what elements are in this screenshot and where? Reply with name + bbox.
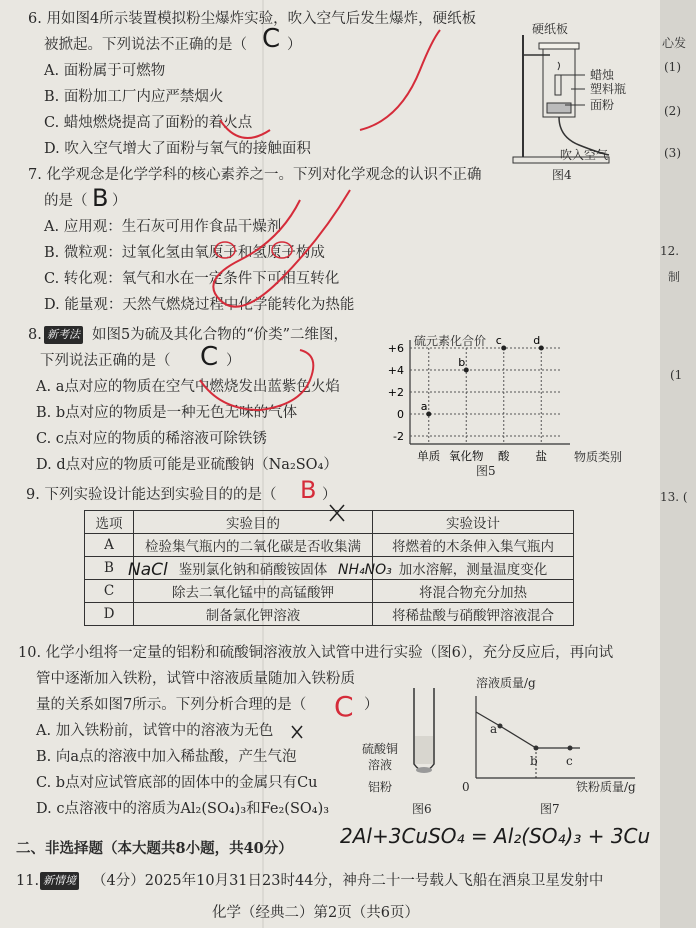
table-cell: 除去二氧化锰中的高锰酸钾	[134, 580, 373, 603]
fig7-x-label: 铁粉质量/g	[576, 780, 636, 794]
x-tick-label: 酸	[498, 449, 510, 463]
q10-stem-line2: 管中逐渐加入铁粉，试管中溶液质量随加入铁粉质	[36, 671, 355, 687]
x-tick-label: 氧化物	[449, 449, 484, 463]
right-text-4: (3)	[664, 146, 681, 160]
q10-option-a: A. 加入铁粉前，试管中的溶液为无色	[36, 723, 274, 739]
table-cell: 加水溶解，测量温度变化	[373, 557, 574, 580]
fig5-y-label: 硫元素化合价	[414, 334, 487, 348]
q9-stem: 9. 下列实验设计能达到实验目的的是（	[26, 487, 277, 503]
table-cell: B	[85, 557, 134, 580]
data-label-c: c	[495, 334, 502, 347]
q7-option-c: C. 转化观：氧气和水在一定条件下可相互转化	[44, 271, 340, 287]
fig6-label-cuso4: 硫酸铜	[362, 742, 399, 756]
table-cell: 制备氯化钾溶液	[134, 603, 373, 626]
fig4-label-candle: 蜡烛	[590, 68, 615, 82]
table-cell: A	[85, 534, 134, 557]
q10-option-b: B. 向a点的溶液中加入稀盐酸，产生气泡	[36, 749, 297, 765]
x-tick-label: 盐	[535, 449, 547, 463]
handwritten-equation: 2Al+3CuSO₄ = Al₂(SO₄)₃ + 3Cu	[340, 824, 651, 848]
q8-number: 8.	[28, 327, 42, 343]
q7-stem-line2: 的是（	[44, 193, 88, 209]
q11-text: （4分）2025年10月31日23时44分，神舟二十一号载人飞船在酒泉卫星发射中	[92, 873, 604, 889]
q8-option-d: D. d点对应的物质可能是亚硫酸钠（Na₂SO₄）	[36, 457, 338, 473]
fig7-label-a: a	[490, 722, 498, 736]
q8-option-a: A. a点对应的物质在空气中燃烧发出蓝紫色火焰	[36, 379, 340, 395]
table-header: 选项	[85, 511, 134, 534]
q8-stem-line1: 如图5为硫及其化合物的“价类”二维图，	[92, 327, 349, 343]
q9-handwritten-nacl: NaCl	[128, 560, 168, 580]
table-header: 实验设计	[373, 511, 574, 534]
q10-option-d: D. c点溶液中的溶质为Al₂(SO₄)₃和Fe₂(SO₄)₃	[36, 801, 330, 817]
fig5-caption: 图5	[476, 464, 496, 478]
right-text-7: (1	[670, 368, 683, 382]
page-footer: 化学（经典二）第2页（共6页）	[212, 905, 419, 921]
next-page-edge	[660, 0, 696, 928]
fig4-label-bottle: 塑料瓶	[590, 82, 627, 96]
q6-option-d: D. 吹入空气增大了面粉与氧气的接触面积	[44, 141, 311, 157]
y-tick-label: +6	[387, 342, 404, 355]
fig4-label-flour: 面粉	[590, 98, 615, 112]
data-label-d: d	[533, 334, 541, 347]
q8-close-paren: ）	[226, 353, 241, 369]
q9-handwritten-answer: B	[300, 476, 317, 504]
q10-stem-line1: 10. 化学小组将一定量的铝粉和硫酸铜溶液放入试管中进行实验（图6），充分反应后，再向试	[18, 645, 614, 661]
q10-option-c: C. b点对应试管底部的固体中的金属只有Cu	[36, 775, 318, 791]
q7-stem-line1: 7. 化学观念是化学学科的核心素养之一。下列对化学观念的认识不正确	[28, 167, 482, 183]
fig5-x-label: 物质类别	[574, 450, 623, 464]
table-cell: D	[85, 603, 134, 626]
table-cell: 检验集气瓶内的二氧化碳是否收集满	[134, 534, 373, 557]
q10-close-paren: ）	[364, 697, 379, 713]
table-header: 实验目的	[134, 511, 373, 534]
fig7-label-c: c	[566, 754, 573, 768]
fig7-y-label: 溶液质量/g	[476, 676, 536, 690]
q6-handwritten-answer: C	[262, 24, 281, 54]
new-context-badge: 新情境	[40, 872, 79, 890]
table-cell: 将稀盐酸与硝酸钾溶液混合	[373, 603, 574, 626]
right-text-5: 12.	[660, 244, 680, 258]
q8-option-b: B. b点对应的物质是一种无色无味的气体	[36, 405, 298, 421]
x-tick-label: 单质	[417, 449, 441, 463]
fig6-label-solution: 溶液	[368, 758, 393, 772]
q7-option-a: A. 应用观：生石灰可用作食品干燥剂	[44, 219, 282, 235]
right-text-1: 心发	[662, 36, 687, 50]
q6-option-c: C. 蜡烛燃烧提高了面粉的着火点	[44, 115, 253, 131]
q6-option-b: B. 面粉加工厂内应严禁烟火	[44, 89, 224, 105]
q11-number: 11.	[16, 873, 40, 889]
q6-stem-line2: 被掀起。下列说法不正确的是（	[44, 37, 247, 53]
q8-stem-line2: 下列说法正确的是（	[40, 353, 171, 369]
q9-handwritten-nh4no3: NH₄NO₃	[338, 562, 392, 578]
data-label-a: a	[420, 400, 428, 413]
right-text-3: (2)	[664, 104, 681, 118]
q10-stem-line3: 量的关系如图7所示。下列分析合理的是（	[36, 697, 307, 713]
q6-option-a: A. 面粉属于可燃物	[44, 63, 166, 79]
q6-close-paren: ）	[287, 37, 302, 53]
q9-close-paren: ）	[322, 487, 337, 503]
fig6-label-al: 铝粉	[368, 780, 393, 794]
table-cell: 将燃着的木条伸入集气瓶内	[373, 534, 574, 557]
y-tick-label: +4	[387, 364, 404, 377]
fig4-caption: 图4	[552, 168, 572, 182]
q7-handwritten-answer: B	[92, 184, 109, 212]
new-method-badge: 新考法	[44, 326, 83, 344]
q7-close-paren: ）	[112, 193, 127, 209]
right-text-6: 制	[668, 270, 681, 284]
table-cell: C	[85, 580, 134, 603]
fig7-label-b: b	[530, 754, 538, 768]
fig4-label-air: 吹入空气	[560, 148, 609, 162]
fig6-caption: 图6	[412, 802, 432, 816]
q8-option-c: C. c点对应的物质的稀溶液可除铁锈	[36, 431, 267, 447]
y-tick-label: 0	[397, 408, 404, 421]
q8-handwritten-answer: C	[200, 342, 219, 372]
data-label-b: b	[458, 356, 466, 369]
fig4-label-cardboard: 硬纸板	[532, 22, 569, 36]
q10-handwritten-answer: C	[334, 690, 354, 723]
right-text-8: 13. (	[660, 490, 688, 504]
y-tick-label: +2	[387, 386, 404, 399]
fig7-caption: 图7	[540, 802, 560, 816]
q6-stem-line1: 6. 用如图4所示装置模拟粉尘爆炸实验，吹入空气后发生爆炸，硬纸板	[28, 11, 477, 27]
section2-heading: 二、非选择题（本大题共8小题，共40分）	[16, 840, 293, 857]
q7-option-b: B. 微粒观：过氧化氢由氧原子和氢原子构成	[44, 245, 325, 261]
table-cell: 鉴别氯化钠和硝酸铵固体	[134, 557, 373, 580]
fig7-origin: 0	[462, 780, 470, 794]
y-tick-label: -2	[393, 430, 404, 443]
q7-option-d: D. 能量观：天然气燃烧过程中化学能转化为热能	[44, 297, 355, 313]
table-cell: 将混合物充分加热	[373, 580, 574, 603]
right-text-2: (1)	[664, 60, 681, 74]
